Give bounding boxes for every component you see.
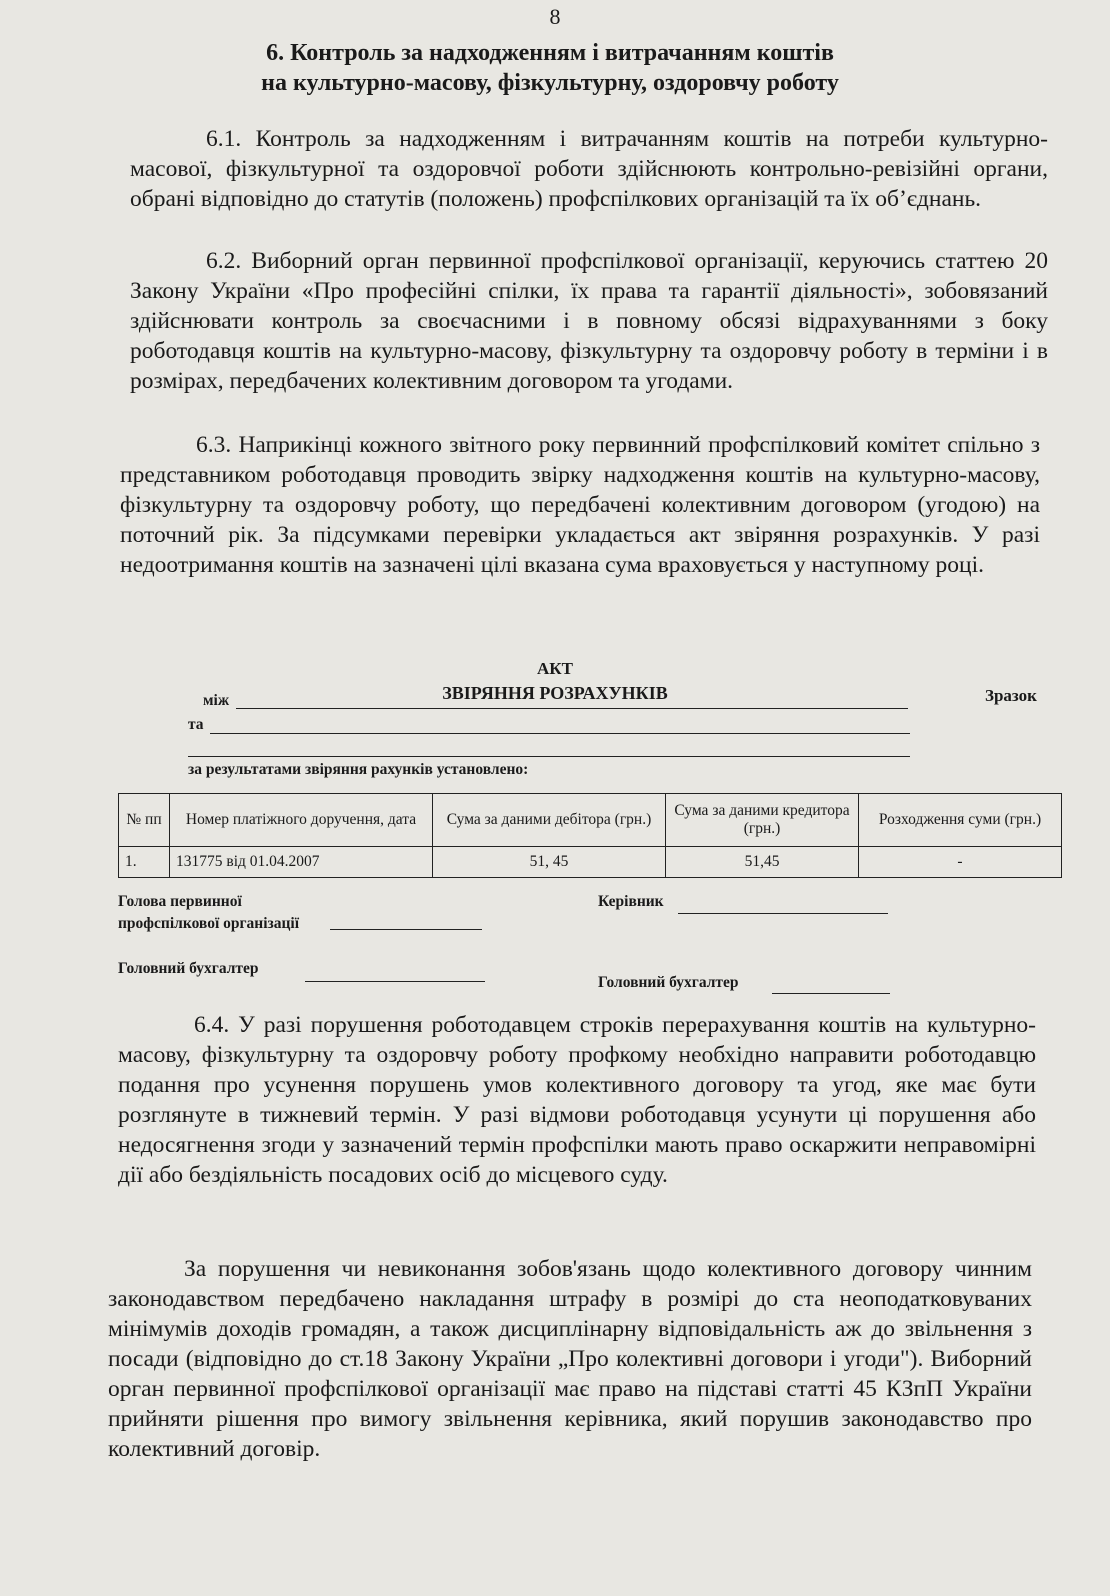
- sample-label: Зразок: [985, 686, 1037, 705]
- paragraph-6-2: 6.2. Виборний орган первинної профспілкової організації, керуючись статтею 20 Закону України «Про професійні спілки, їх права та гарантії діяльності», зобовязаний здійснювати контроль за своєчасними і в повному обсязі відрахуваннями з боку роботодавця коштів на культурно-масову, фізкультурну та оздоровчу роботу в терміни і в розмірах, передбачених колективним договором та угодами.: [130, 248, 1048, 394]
- signature-accountant-left-line: [305, 981, 485, 982]
- table-row: [119, 847, 1062, 878]
- section-heading-line2: на культурно-масову, фізкультурну, оздоровчу роботу: [261, 70, 839, 96]
- cell-debtor-sum: 51, 45: [433, 847, 666, 878]
- act-subtitle: ЗВІРЯННЯ РОЗРАХУНКІВ: [442, 683, 668, 703]
- header-number: № пп: [119, 794, 170, 847]
- and-line: [210, 733, 910, 734]
- page-number: 8: [549, 4, 561, 29]
- paragraph-6-4: 6.4. У разі порушення роботодавцем строків перерахування коштів на культурно-масову, фізкультурну та оздоровчу роботу профкому необхідно направити роботодавцю подання про усунення порушень умов колективного договору та угод, яке має бути розглянуте в тижневий термін. У разі відмови роботодавця усунути ці порушення або недосягнення згоди у зазначений термін профспілки мають право оскаржити неправомірні дії або бездіяльність посадових осіб до місцевого суду.: [118, 1012, 1036, 1188]
- section-heading-line1: 6. Контроль за надходженням і витрачанням коштів: [266, 40, 834, 66]
- header-debtor-sum: Сума за даними дебітора (грн.): [433, 794, 666, 847]
- signature-union-head: [118, 891, 299, 935]
- and-label: та: [188, 716, 204, 733]
- paragraph-6-3: 6.3. Наприкінці кожного звітного року первинний профспілковий комітет спільно з представником роботодавця проводить звірку надходження коштів на культурно-масову, фізкультурну та оздоровчу роботу, що передбачені колективним договором (угодою) на поточний рік. За підсумками перевірки укладається акт звіряння розрахунків. У разі недоотримання коштів на зазначені цілі вказана сума враховується у наступному році.: [120, 432, 1040, 578]
- signature-accountant-right: Головний бухгалтер: [598, 974, 739, 991]
- act-title: АКТ: [537, 659, 573, 678]
- signature-union-head-line: [330, 929, 482, 930]
- cell-payment-order: 131775 від 01.04.2007: [170, 847, 433, 878]
- header-difference: Розходження суми (грн.): [859, 794, 1062, 847]
- between-label: між: [203, 692, 230, 709]
- table-header-row: [119, 794, 1062, 847]
- section-heading: [150, 38, 950, 98]
- signature-accountant-right-line: [772, 993, 890, 994]
- paragraph-final: За порушення чи невиконання зобов'язань щодо колективного договору чинним законодавством передбачено накладання штрафу в розмірі до ста неоподатковуваних мінімумів доходів громадян, а також дисциплінарну відповідальність аж до звільнення з посади (відповідно до ст.18 Закону України „Про колективні договори і угоди"). Виборний орган первинної профспілкової організації має право на підставі статті 45 КЗпП України прийняти рішення про вимогу звільнення керівника, який порушив законодавство про колективний договір.: [108, 1256, 1032, 1462]
- cell-creditor-sum: 51,45: [666, 847, 859, 878]
- signature-accountant-left: Головний бухгалтер: [118, 960, 259, 977]
- between-line: [236, 708, 908, 709]
- header-payment-order: Номер платіжного доручення, дата: [170, 794, 433, 847]
- established-label: за результатами звіряння рахунків установлено:: [188, 761, 529, 778]
- paragraph-6-1: 6.1. Контроль за надходженням і витрачанням коштів на потреби культурно-масової, фізкультурної та оздоровчої роботи здійснюють контрольно-ревізійні органи, обрані відповідно до статутів (положень) профспілкових організацій та їх об’єднань.: [130, 126, 1048, 212]
- blank-line: [188, 756, 910, 757]
- cell-difference: -: [859, 847, 1062, 878]
- signature-director: Керівник: [598, 893, 664, 910]
- signature-union-head-line1: Голова первинної: [118, 893, 242, 910]
- reconciliation-table: [118, 793, 1062, 878]
- cell-number: 1.: [119, 847, 170, 878]
- header-creditor-sum: Сума за даними кредитора (грн.): [666, 794, 859, 847]
- signature-union-head-line2: профспілкової організації: [118, 915, 300, 932]
- signature-director-line: [678, 913, 888, 914]
